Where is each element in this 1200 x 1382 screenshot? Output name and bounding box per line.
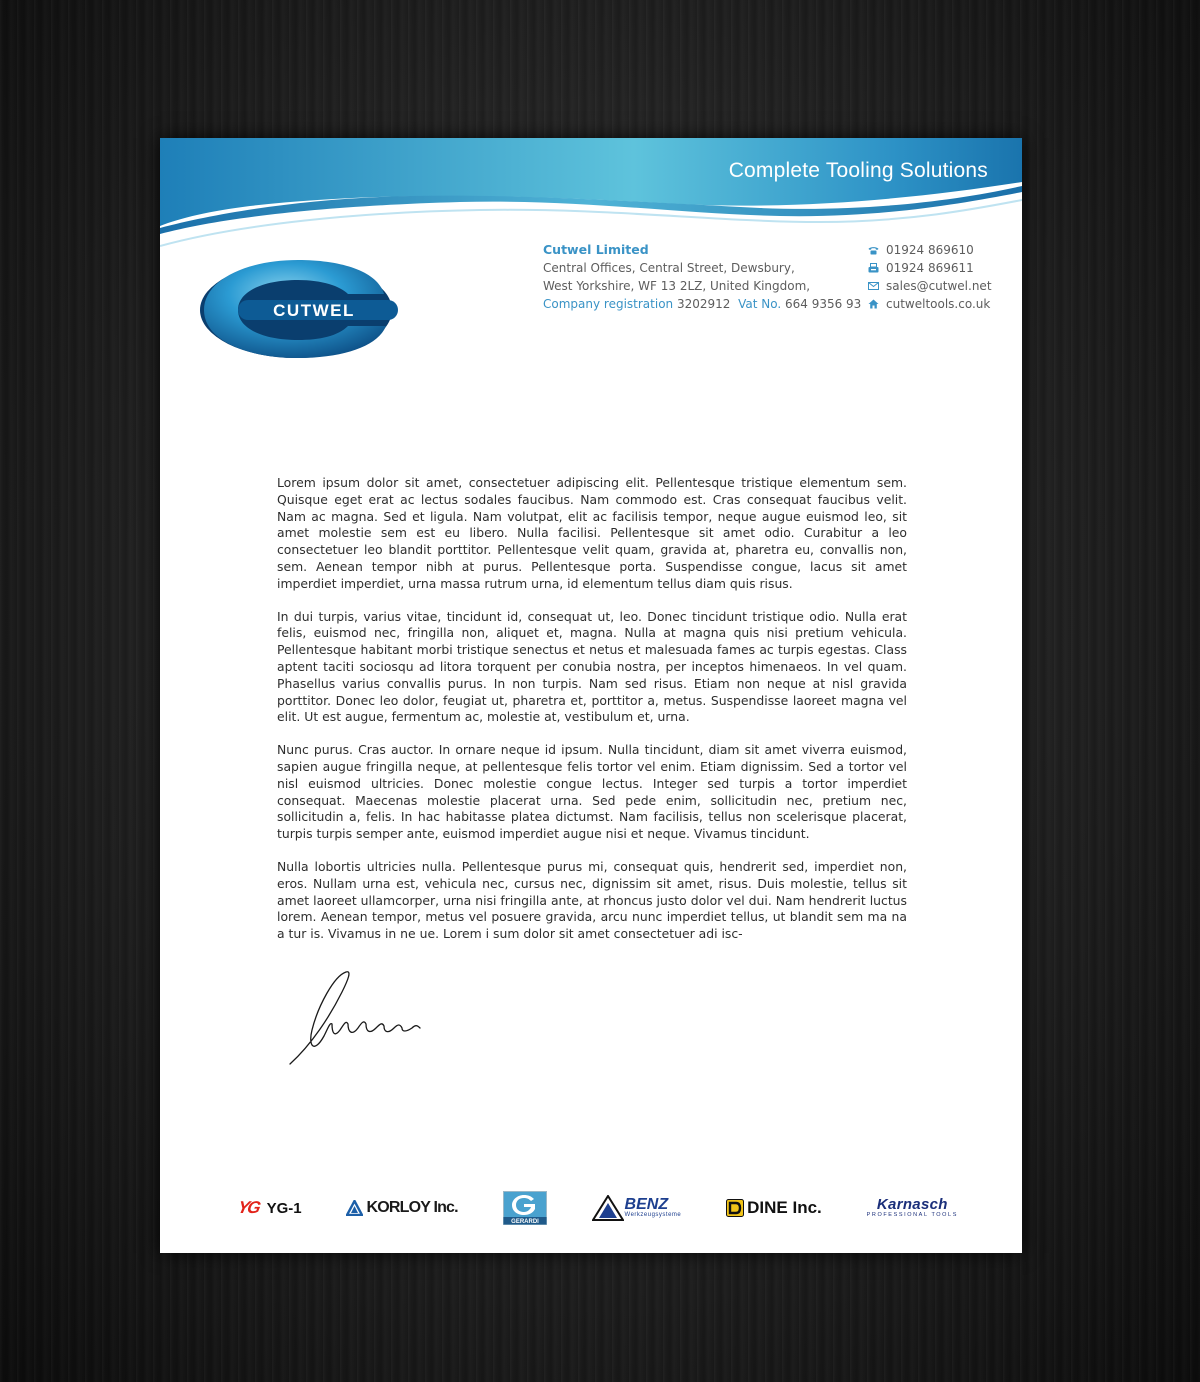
vat-number: 664 9356 93 (784, 297, 862, 311)
email-address[interactable]: sales@cutwel.net (886, 279, 992, 293)
registration-number: 3202912 (676, 297, 731, 311)
dine-mark-icon (726, 1199, 744, 1217)
benz-logo (592, 1195, 682, 1221)
body-paragraph: Nunc purus. Cras auctor. In ornare neque id ipsum. Nulla tincidunt, diam sit amet viverra euismod, sapien augue fringilla neque, at pellentesque felis tortor vel enim. Etiam dignissim. Sed a tortor vel nisl euismod ultricies. Donec molestie congue lectus. Integer sed turpis a tortor imperdiet consequat. Maecenas molestie placerat urna. Sed pede enim, sollicitudin nec, pretium nec, sollicitudin a, felis. In hac habitasse platea dictumst. Nam facilisis, tellus non scelerisque placerat, turpis turpis semper ante, euismod imperdiet augue nisi et neque. Vivamus tincidunt. (277, 742, 907, 842)
cutwel-c-logo-icon (198, 254, 398, 360)
dine-logo-text: DINE Inc. (747, 1198, 822, 1217)
address-line-2: West Yorkshire, WF 13 2LZ, United Kingdom, (543, 279, 811, 293)
benz-logo-text-block (625, 1197, 682, 1219)
yg1-logo (238, 1198, 302, 1218)
registration-line (543, 295, 861, 313)
home-icon (868, 299, 886, 309)
karnasch-logo (866, 1195, 958, 1219)
partner-logos-strip (238, 1190, 958, 1226)
yg1-logo-mark: YG (236, 1198, 261, 1217)
fax-number: 01924 869611 (886, 261, 974, 275)
korloy-triangle-icon (346, 1200, 363, 1216)
dine-logo (726, 1198, 822, 1218)
gerardi-logo (503, 1191, 547, 1225)
gerardi-logo-text: GERARDI (510, 1219, 539, 1225)
logo-wordmark: CUTWEL (273, 301, 355, 320)
phone-number: 01924 869610 (886, 243, 974, 257)
korloy-logo (346, 1199, 457, 1217)
body-paragraph: In dui turpis, varius vitae, tincidunt id, consequat ut, leo. Donec tincidunt tristique odio. Nulla erat felis, euismod nec, fringilla non, aliquet et, magna. Nulla at magna quis nisi pretium vehicula. Pellentesque habitant morbi tristique senectus et netus et malesuada fames ac turpis egestas. Class aptent taciti sociosqu ad litora torquent per conubia nostra, per inceptos himenaeos. In vel quam. Phasellus varius convallis purus. In non turpis. Nam sed risus. Etiam non neque at nisl gravida porttitor. Donec leo dolor, feugiat ut, pharetra et, porttitor a, metus. Suspendisse laoreet magna vel elit. Ut est augue, fermentum ac, molestie at, vestibulum et, urna. (277, 608, 907, 725)
phone-icon (868, 246, 886, 255)
benz-logo-subtitle: Werkzeugsysteme (624, 1212, 682, 1218)
yg1-logo-text: YG-1 (266, 1199, 302, 1217)
benz-triangle-icon (592, 1195, 624, 1221)
karnasch-logo-subtitle: PROFESSIONAL TOOLS (866, 1211, 958, 1218)
letter-body (277, 475, 907, 959)
handwritten-signature (282, 966, 432, 1068)
body-paragraph: Lorem ipsum dolor sit amet, consectetuer adipiscing elit. Pellentesque tristique elementum sem. Quisque eget erat ac lectus sodales faucibus. Nam commodo est. Cras consequat faucibus velit. Nam ac magna. Sed et ligula. Nam volutpat, elit ac facilisis tempor, neque augue euismod leo, sit amet molestie sem est eu libero. Nulla facilisi. Pellentesque sit amet odio. Curabitur a leo consectetuer leo blandit porttitor. Pellentesque velit quam, gravida at, pharetra eu, convallis non, sem. Aenean tempor nibh at purus. Pellentesque porta. Suspendisse congue, lacus sit amet imperdiet imperdiet, urna massa rutrum urna, id elementum tellus diam quis risus. (277, 475, 907, 591)
contact-email (868, 277, 992, 295)
header-wave-banner (160, 138, 1022, 258)
contact-fax (868, 259, 992, 277)
contact-website (868, 295, 992, 313)
vat-label: Vat No. (738, 297, 782, 311)
registration-label: Company registration (543, 297, 674, 311)
karnasch-logo-text: Karnasch (876, 1195, 948, 1213)
website-url[interactable]: cutweltools.co.uk (886, 297, 991, 311)
company-address-block (543, 241, 861, 313)
email-icon (868, 282, 886, 290)
tagline: Complete Tooling Solutions (728, 159, 988, 182)
contact-phone (868, 241, 992, 259)
benz-logo-text: BENZ (624, 1196, 669, 1213)
address-line-1: Central Offices, Central Street, Dewsbury, (543, 261, 795, 275)
letterhead-sheet (160, 138, 1022, 1253)
body-paragraph: Nulla lobortis ultricies nulla. Pellentesque purus mi, consequat quis, hendrerit sed, imperdiet non, eros. Nullam urna est, vehicula nec, cursus nec, dignissim sit amet, risus. Duis molestie, tellus sit amet laoreet ullamcorper, urna nisi fringilla ante, at rhoncus justo dolor vel dui. Nam hendrerit luctus lorem. Aenean tempor, metus vel posuere gravida, arcu nunc imperdiet tellus, ut blandit sem ma na a tur is. Vivamus in ne ue. Lorem i sum dolor sit amet consectetuer adi isc- (277, 858, 907, 942)
company-name: Cutwel Limited (543, 242, 649, 257)
fax-icon (868, 263, 886, 273)
korloy-logo-text: KORLOY Inc. (366, 1199, 458, 1216)
contact-block (868, 241, 992, 313)
